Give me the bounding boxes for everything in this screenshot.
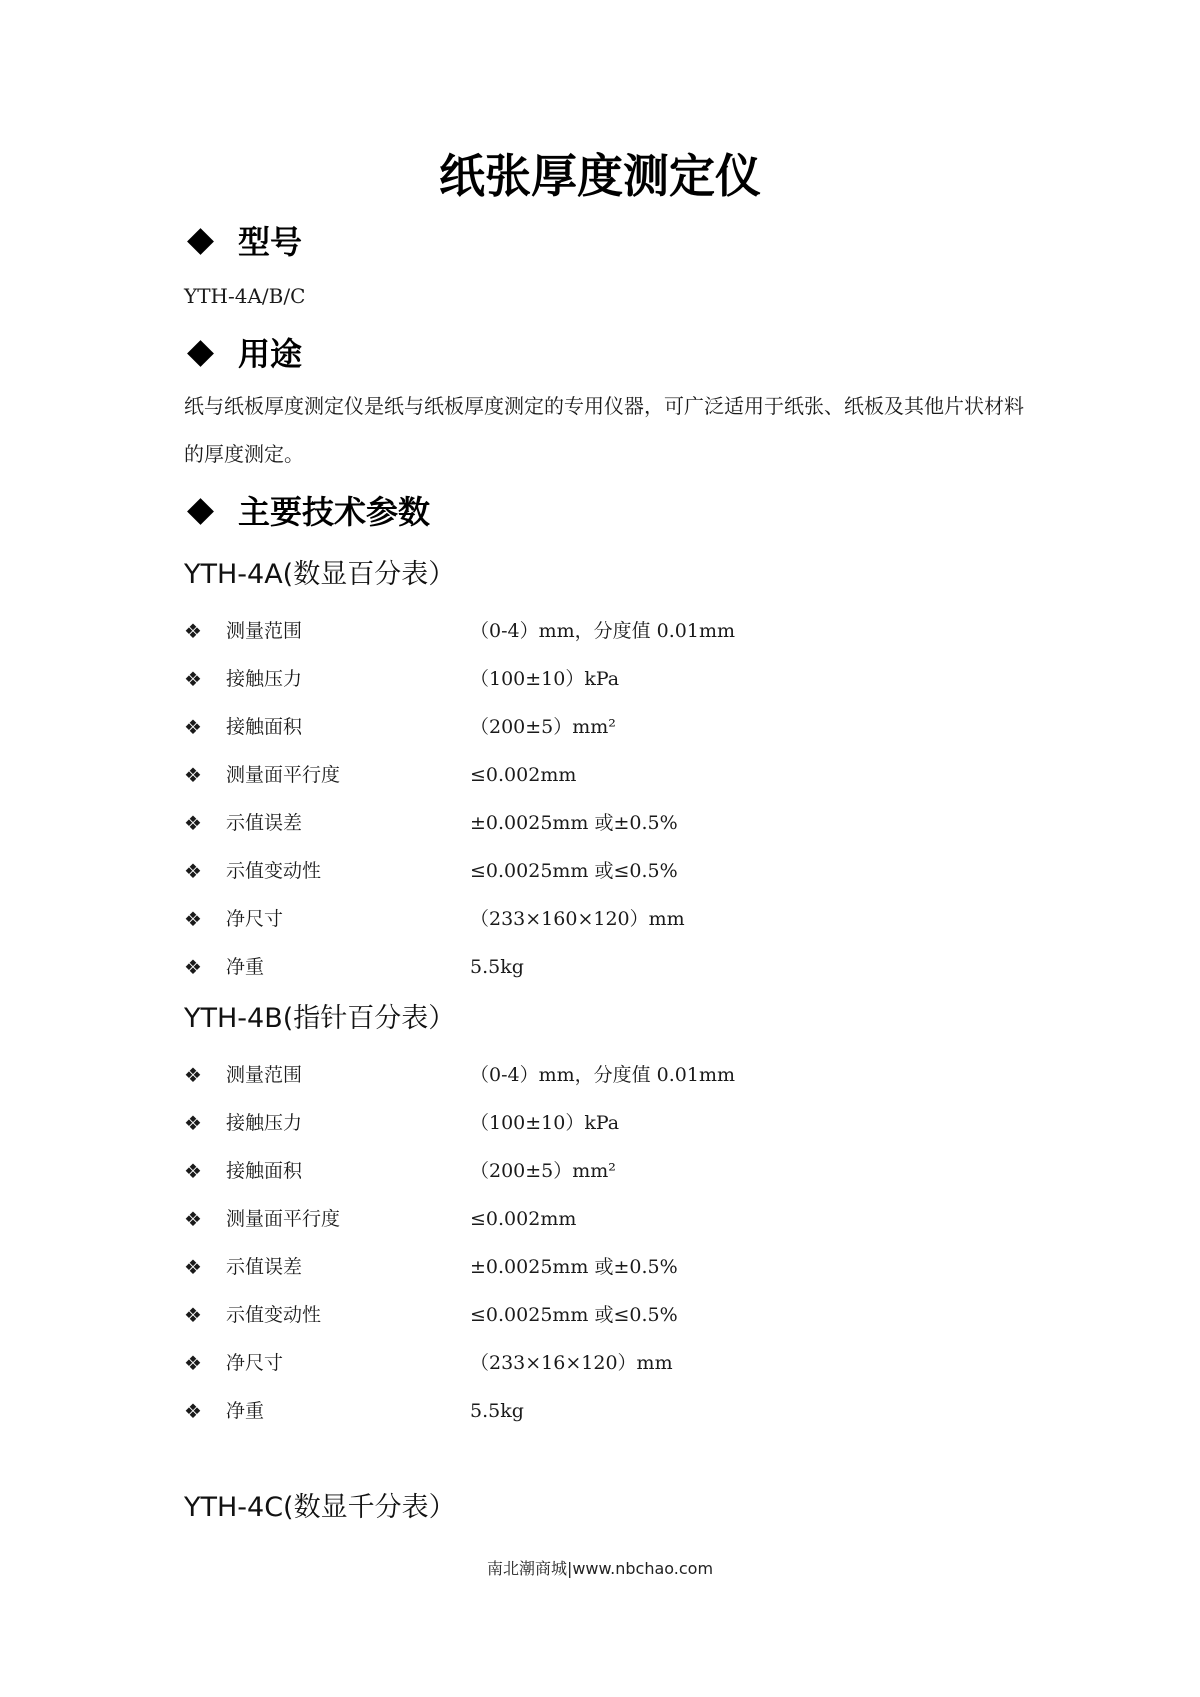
section-heading-usage-text: 用途 bbox=[238, 335, 303, 373]
diamond-bullet-icon: ❖ bbox=[184, 1399, 202, 1423]
spec-value: （100±10）kPa bbox=[470, 1112, 620, 1134]
spec-value: ≤0.0025mm 或≤0.5% bbox=[470, 1304, 678, 1326]
diamond-bullet-icon: ❖ bbox=[184, 955, 202, 979]
spec-value: （0-4）mm，分度值 0.01mm bbox=[470, 1064, 736, 1086]
spec-label: 接触面积 bbox=[226, 1160, 303, 1182]
section-heading-specs bbox=[188, 490, 430, 534]
spec-value: （200±5）mm² bbox=[470, 1160, 616, 1182]
model-number: YTH-4A/B/C bbox=[184, 284, 306, 308]
spec-value: 5.5kg bbox=[470, 956, 524, 978]
spec-label: 测量面平行度 bbox=[226, 764, 341, 786]
spec-value: （100±10）kPa bbox=[470, 668, 620, 690]
diamond-bullet-icon bbox=[188, 229, 214, 255]
page-footer: 南北潮商城|www.nbchao.com bbox=[486, 1559, 714, 1578]
spec-label: 接触压力 bbox=[226, 668, 303, 690]
diamond-bullet-icon: ❖ bbox=[184, 1207, 202, 1231]
spec-label: 测量范围 bbox=[226, 620, 303, 642]
diamond-bullet-icon bbox=[188, 341, 214, 367]
spec-label: 净重 bbox=[226, 1400, 265, 1422]
spec-value: （233×160×120）mm bbox=[470, 908, 685, 930]
diamond-bullet-icon: ❖ bbox=[184, 1111, 202, 1135]
model-heading-4b: YTH-4B(指针百分表） bbox=[184, 1003, 456, 1034]
diamond-bullet-icon: ❖ bbox=[184, 763, 202, 787]
diamond-bullet-icon: ❖ bbox=[184, 1303, 202, 1327]
model-heading-4c: YTH-4C(数显千分表） bbox=[184, 1492, 456, 1523]
usage-paragraph: 纸与纸板厚度测定仪是纸与纸板厚度测定的专用仪器，可广泛适用于纸张、纸板及其他片状材料的厚度测定。 bbox=[184, 394, 1024, 466]
spec-value: ±0.0025mm 或±0.5% bbox=[470, 1256, 678, 1278]
spec-value: ≤0.002mm bbox=[470, 1208, 577, 1230]
section-heading-model-text: 型号 bbox=[238, 223, 303, 261]
spec-value: （233×16×120）mm bbox=[470, 1352, 673, 1374]
diamond-bullet-icon: ❖ bbox=[184, 907, 202, 931]
spec-label: 净尺寸 bbox=[226, 908, 284, 930]
spec-value: ≤0.002mm bbox=[470, 764, 577, 786]
spec-label: 接触压力 bbox=[226, 1112, 303, 1134]
diamond-bullet-icon: ❖ bbox=[184, 1063, 202, 1087]
spec-label: 示值误差 bbox=[226, 1256, 303, 1278]
diamond-bullet-icon: ❖ bbox=[184, 1159, 202, 1183]
section-heading-model bbox=[188, 220, 302, 264]
spec-label: 净尺寸 bbox=[226, 1352, 284, 1374]
diamond-bullet-icon: ❖ bbox=[184, 1351, 202, 1375]
spec-value: 5.5kg bbox=[470, 1400, 524, 1422]
spec-value: （200±5）mm² bbox=[470, 716, 616, 738]
spec-label: 接触面积 bbox=[226, 716, 303, 738]
section-heading-specs-text: 主要技术参数 bbox=[238, 493, 431, 531]
spec-label: 示值误差 bbox=[226, 812, 303, 834]
spec-label: 测量面平行度 bbox=[226, 1208, 341, 1230]
diamond-bullet-icon: ❖ bbox=[184, 859, 202, 883]
spec-value: ±0.0025mm 或±0.5% bbox=[470, 812, 678, 834]
model-heading-4a: YTH-4A(数显百分表） bbox=[184, 559, 456, 590]
spec-label: 测量范围 bbox=[226, 1064, 303, 1086]
spec-value: ≤0.0025mm 或≤0.5% bbox=[470, 860, 678, 882]
diamond-bullet-icon: ❖ bbox=[184, 811, 202, 835]
section-heading-usage bbox=[188, 332, 302, 376]
document-title: 纸张厚度测定仪 bbox=[439, 149, 761, 203]
diamond-bullet-icon: ❖ bbox=[184, 1255, 202, 1279]
diamond-bullet-icon: ❖ bbox=[184, 619, 202, 643]
diamond-bullet-icon: ❖ bbox=[184, 667, 202, 691]
diamond-bullet-icon bbox=[188, 499, 214, 525]
spec-label: 净重 bbox=[226, 956, 265, 978]
spec-value: （0-4）mm，分度值 0.01mm bbox=[470, 620, 736, 642]
spec-label: 示值变动性 bbox=[226, 860, 322, 882]
diamond-bullet-icon: ❖ bbox=[184, 715, 202, 739]
spec-label: 示值变动性 bbox=[226, 1304, 322, 1326]
